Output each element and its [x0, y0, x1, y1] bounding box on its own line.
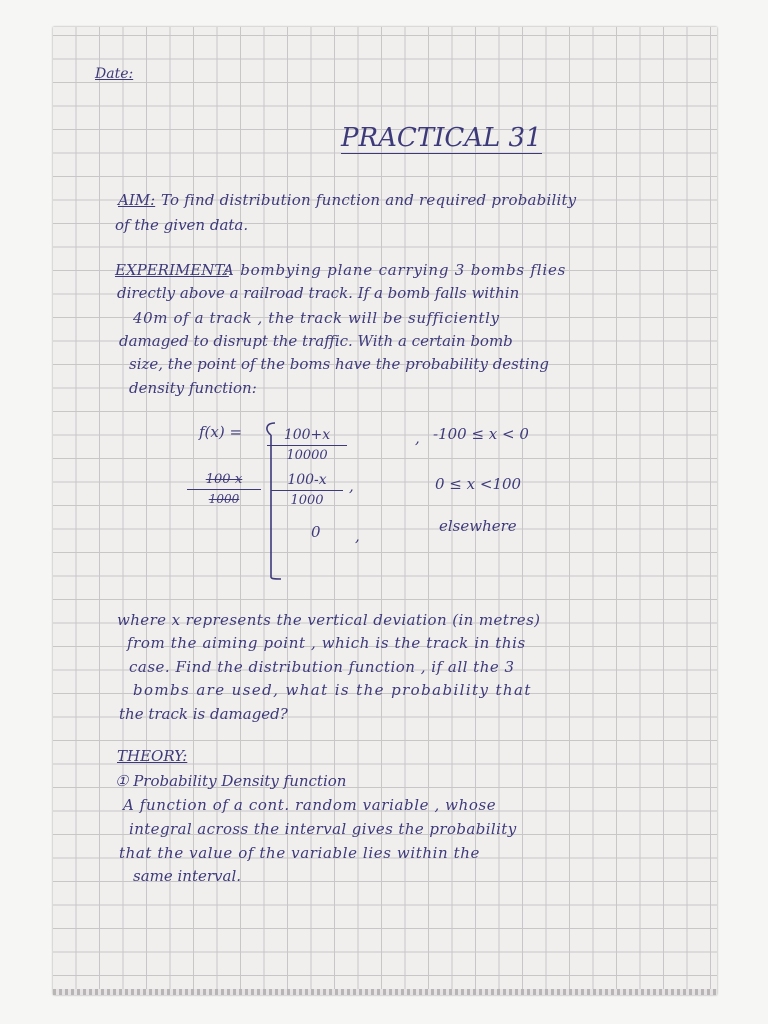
- question-line-2: from the aiming point , which is the track in this: [127, 634, 526, 652]
- experiment-line-4: damaged to disrupt the traffic. With a certain bomb: [119, 332, 513, 350]
- question-line-1: where x represents the vertical deviation (in metres): [117, 611, 541, 629]
- experiment-label: EXPERIMENT:: [115, 261, 229, 279]
- case2-fraction: [271, 472, 343, 508]
- case2-struck-numerator: 100-x: [187, 472, 261, 490]
- experiment-line-5: size, the point of the boms have the probability desting: [129, 355, 549, 373]
- theory-item1-heading: ① Probability Density function: [115, 772, 347, 790]
- aim-text-line-1: To find distribution function and required probability: [161, 191, 577, 209]
- case2-condition: 0 ≤ x <100: [435, 475, 522, 493]
- aim-text-line-2: of the given data.: [115, 216, 249, 234]
- case3-value: 0: [311, 523, 321, 541]
- case2-struck-denominator: 1000: [208, 492, 240, 506]
- case2-struck-fraction: [187, 472, 261, 506]
- formula-lhs: f(x) =: [199, 423, 243, 441]
- experiment-line-3: 40m of a track , the track will be sufficiently: [133, 309, 500, 327]
- case2-denominator: 1000: [290, 493, 324, 508]
- experiment-line-6: density function:: [129, 379, 257, 397]
- date-label: Date:: [95, 66, 134, 82]
- theory-line-4: same interval.: [133, 867, 242, 885]
- question-line-4: bombs are used, what is the probability that: [133, 681, 532, 699]
- question-line-5: the track is damaged?: [119, 705, 288, 723]
- notebook-page: [53, 27, 717, 995]
- page-title: PRACTICAL 31: [341, 123, 542, 153]
- case1-separator: ,: [415, 429, 420, 447]
- case1-numerator: 100+x: [267, 427, 347, 446]
- case1-condition: -100 ≤ x < 0: [433, 425, 529, 443]
- case1-fraction: [267, 427, 347, 463]
- case2-numerator: 100-x: [271, 472, 343, 491]
- case1-denominator: 10000: [286, 448, 328, 463]
- case3-condition: elsewhere: [439, 517, 517, 535]
- experiment-line-2: directly above a railroad track. If a bomb falls within: [117, 284, 520, 302]
- case3-separator: ,: [355, 527, 360, 545]
- aim-label: AIM:: [118, 191, 156, 209]
- theory-line-1: A function of a cont. random variable , whose: [123, 796, 497, 814]
- case2-separator: ,: [349, 477, 354, 495]
- theory-line-2: integral across the interval gives the probability: [129, 820, 517, 838]
- theory-label: THEORY:: [117, 747, 188, 765]
- experiment-line-1: A bombying plane carrying 3 bombs flies: [223, 261, 567, 279]
- theory-line-3: that the value of the variable lies within the: [119, 844, 480, 862]
- question-line-3: case. Find the distribution function , if all the 3: [129, 658, 515, 676]
